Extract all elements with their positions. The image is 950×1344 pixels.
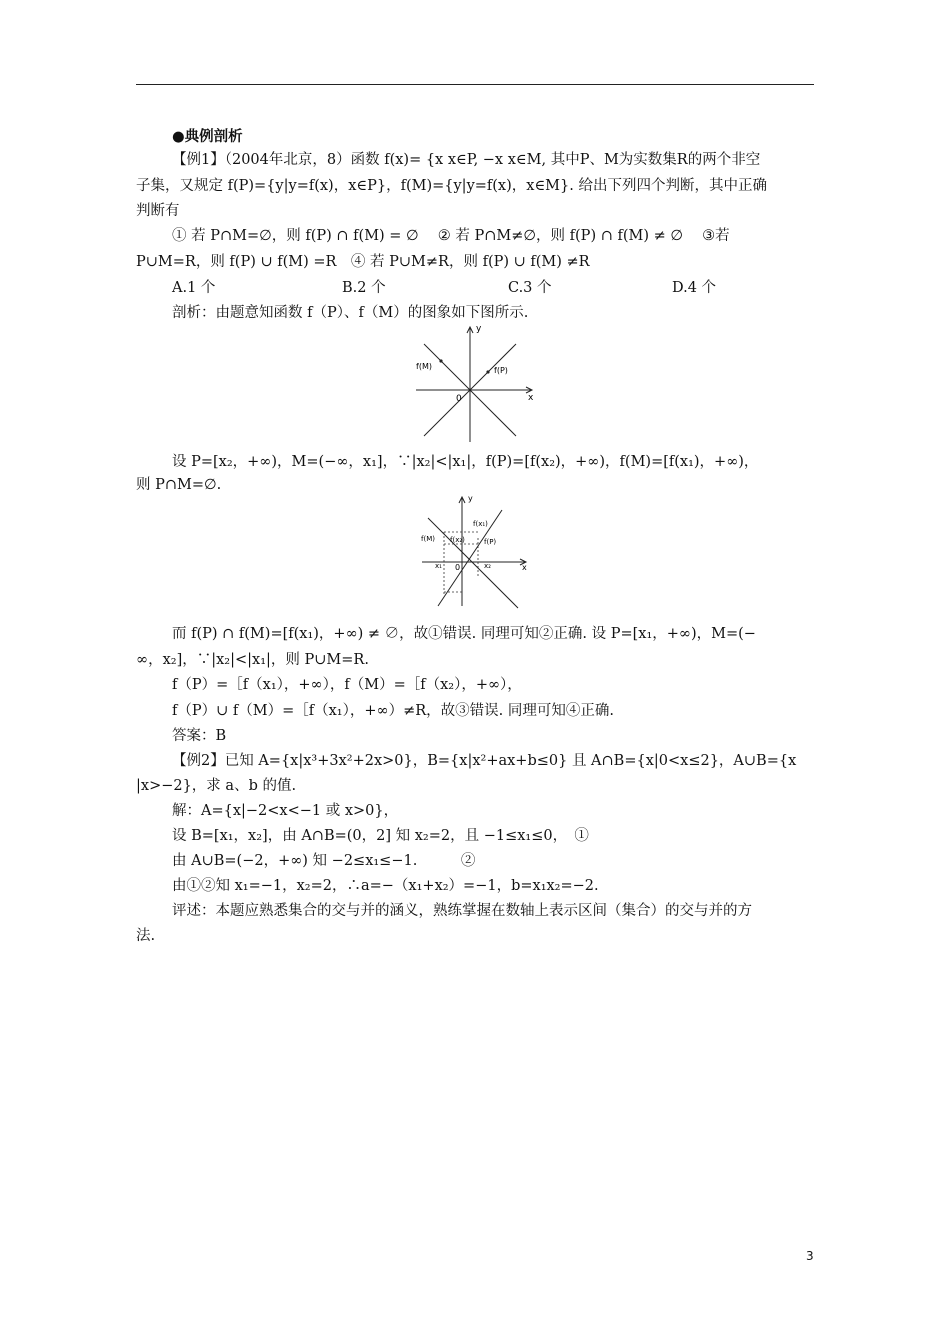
option-b: B.2 个 xyxy=(342,280,386,296)
header-rule xyxy=(136,84,814,85)
conclusion-line3: f（P）=［f（x₁），+∞），f（M）=［f（x₂），+∞）， xyxy=(172,677,522,693)
example1-line3: 判断有 xyxy=(136,203,180,219)
page-number: 3 xyxy=(806,1249,814,1263)
fm-label: f(M) xyxy=(416,362,432,371)
conclusion-line1: 而 f(P) ∩ f(M)=[f(x₁)，+∞) ≠ ∅，故①错误. 同理可知②正确. 设 P=[x₁，+∞)，M=(− xyxy=(172,626,756,642)
example1-line1: 【例1】（2004年北京，8）函数 f(x)= {x x∈P, −x x∈M, 其中P、M为实数集R的两个非空 xyxy=(172,152,761,168)
option-c: C.3 个 xyxy=(508,280,552,296)
example2-line2: |x>−2}，求 a、b 的值. xyxy=(136,778,297,794)
solution-line1: 解：A={x|−2<x<−1 或 x>0}， xyxy=(172,803,399,819)
fx2-label: f(x₂) xyxy=(450,536,465,544)
origin-label: 0 xyxy=(455,563,461,572)
example1-statement-3-4: P∪M=R，则 f(P) ∪ f(M) =R ④ 若 P∪M≠R，则 f(P) ∪ f(M) ≠R xyxy=(136,254,590,270)
example1-analysis: 剖析：由题意知函数 f（P）、f（M）的图象如下图所示. xyxy=(172,305,529,321)
x1-label: x₁ xyxy=(435,562,442,570)
fm-label: f(M) xyxy=(421,535,435,543)
solution-line3: 由 A∪B=(−2，+∞) 知 −2≤x₁≤−1. ② xyxy=(172,853,476,869)
figure-2 xyxy=(418,492,536,614)
solution-line2: 设 B=[x₁，x₂]，由 A∩B=(0，2] 知 x₂=2，且 −1≤x₁≤0， ① xyxy=(172,828,589,844)
comment-line2: 法. xyxy=(136,928,156,944)
figure-1-graph xyxy=(410,322,550,444)
figure-1 xyxy=(410,322,550,448)
option-d: D.4 个 xyxy=(672,280,717,296)
fp-label: f(P) xyxy=(494,366,508,375)
origin-label: 0 xyxy=(456,394,462,404)
line-pos-x xyxy=(438,510,502,606)
fp-label: f(P) xyxy=(484,538,497,546)
set-definition-line1: 设 P=[x₂，+∞)，M=(−∞，x₁]，∵|x₂|<|x₁|，f(P)=[f(x₂)，+∞)，f(M)=[f(x₁)，+∞)， xyxy=(172,454,759,470)
x-label: x xyxy=(522,563,527,572)
y-label: y xyxy=(468,494,473,503)
y-label: y xyxy=(476,324,482,334)
x2-label: x₂ xyxy=(484,562,491,570)
conclusion-line4: f（P）∪ f（M）=［f（x₁），+∞）≠R，故③错误. 同理可知④正确. xyxy=(172,703,614,719)
x-label: x xyxy=(528,393,534,403)
figure-2-graph xyxy=(418,492,536,610)
point-fm xyxy=(439,359,442,362)
point-fp xyxy=(486,370,489,373)
fx1-label: f(x₁) xyxy=(473,520,488,528)
section-title: ●典例剖析 xyxy=(172,128,243,145)
comment-line1: 评述：本题应熟悉集合的交与并的涵义，熟练掌握在数轴上表示区间（集合）的交与并的方 xyxy=(172,903,752,919)
answer: 答案：B xyxy=(172,728,227,744)
example2-line1: 【例2】已知 A={x|x³+3x²+2x>0}，B={x|x²+ax+b≤0} 且 A∩B={x|0<x≤2}，A∪B={x xyxy=(172,753,797,769)
example1-statement-1-3: ① 若 P∩M=∅，则 f(P) ∩ f(M) = ∅ ② 若 P∩M≠∅，则 f(P) ∩ f(M) ≠ ∅ ③若 xyxy=(172,228,730,244)
option-a: A.1 个 xyxy=(172,280,216,296)
set-definition-line2: 则 P∩M=∅. xyxy=(136,477,222,493)
solution-line4: 由①②知 x₁=−1，x₂=2，∴a=−（x₁+x₂）=−1，b=x₁x₂=−2. xyxy=(172,878,599,894)
example1-line2: 子集，又规定 f(P)={y|y=f(x)，x∈P}，f(M)={y|y=f(x)，x∈M}. 给出下列四个判断，其中正确 xyxy=(136,178,767,194)
conclusion-line2: ∞，x₂]，∵|x₂|<|x₁|，则 P∪M=R. xyxy=(136,652,369,668)
